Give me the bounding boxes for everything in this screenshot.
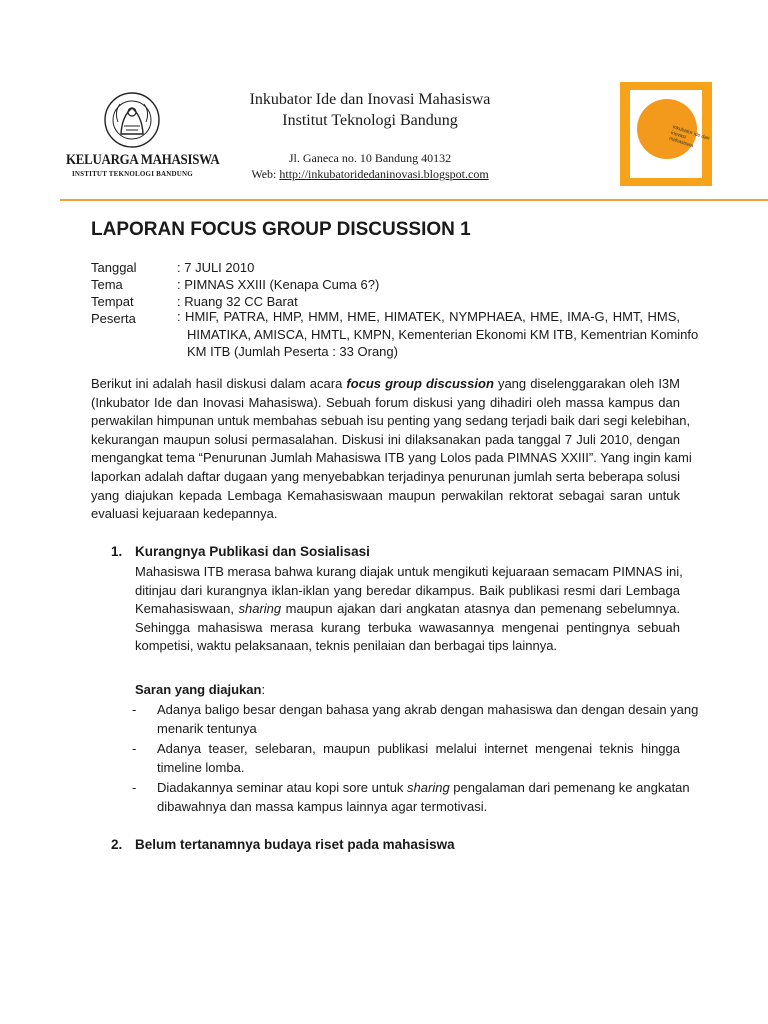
header-divider: [60, 199, 768, 201]
bullet-emphasis: sharing: [407, 780, 450, 795]
section-2-heading: [111, 837, 455, 852]
bullet-line: dibawahnya dan massa kampus lainnya agar termotivasi.: [157, 799, 488, 814]
bullet-text-part: Diadakannya seminar atau kopi sore untuk: [157, 780, 408, 795]
section-1-line: Mahasiswa ITB merasa bahwa kurang diajak untuk mengikuti kejuaraan semacam PIMNAS ini,: [135, 564, 683, 579]
meta-peserta-label: Peserta: [91, 311, 136, 326]
meta-tempat-label: Tempat: [91, 294, 134, 309]
section-1-line: kompetisi, waktu pelaksanaan, teknis penilaian dan berbagai tips lainnya.: [135, 638, 558, 654]
section-1-emphasis: sharing: [238, 601, 282, 617]
section-1-title: Kurangnya Publikasi dan Sosialisasi: [135, 544, 370, 559]
intro-paragraph: [91, 375, 692, 524]
bullet-text: [157, 739, 680, 777]
section-1-text: Kemahasiswaan,: [135, 601, 239, 617]
meta-tanggal-value: : 7 JULI 2010: [177, 260, 255, 275]
address: Jl. Ganeca no. 10 Bandung 40132: [288, 151, 452, 165]
meta-tempat-value: : Ruang 32 CC Barat: [177, 294, 298, 309]
section-1-heading: [111, 544, 370, 559]
intro-line: yang diajukan kepada Lembaga Kemahasiswaan maupun perwakilan rektorat sebagai saran untuk: [91, 487, 680, 503]
intro-emphasis: focus group discussion: [346, 376, 494, 391]
meta-tanggal-label: Tanggal: [91, 260, 137, 275]
document-title: LAPORAN FOCUS GROUP DISCUSSION 1: [91, 219, 471, 240]
section-1-line: ditinjau dari kurangnya iklan-iklan yang beredar dikampus. Baik publikasi resmi dari Lembaga: [135, 582, 680, 598]
section-1-text: maupun ajakan dari angkatan atasnya dan pemenang sebelumnya.: [281, 601, 680, 617]
saran-label-text: Saran yang diajukan: [135, 682, 262, 697]
intro-text: yang diselenggarakan oleh I3M: [493, 376, 680, 391]
bullet-dash: -: [132, 780, 137, 795]
web-label: Web:: [251, 167, 280, 181]
intro-line: evaluasi kejuaraan kedepannya.: [91, 506, 278, 522]
i3m-logo-inner: [630, 90, 711, 178]
section-1-line: [135, 600, 680, 619]
section-1-line: Sehingga mahasiswa merasa kurang terbuka wawasannya mengenai pentingnya sebuah: [135, 619, 680, 635]
saran-bullet-3: [132, 778, 690, 816]
intro-line: [91, 375, 680, 394]
section-2-number: 2.: [111, 837, 123, 852]
i3m-logo: [620, 82, 712, 186]
section-1-number: 1.: [111, 544, 123, 559]
bullet-line: [157, 778, 690, 797]
org-name: Inkubator Ide dan Inovasi Mahasiswa: [249, 91, 491, 108]
bullet-text: [157, 778, 690, 816]
bullet-line: timeline lomba.: [157, 760, 245, 775]
bullet-line: Adanya baligo besar dengan bahasa yang akrab dengan mahasiswa dan dengan desain yang: [157, 702, 699, 717]
peserta-list: [177, 308, 699, 361]
bullet-text: [157, 700, 699, 738]
intro-text: Berikut ini adalah hasil diskusi dalam acara: [91, 376, 347, 391]
institution-name: Institut Teknologi Bandung: [282, 112, 458, 129]
section-1-paragraph: [135, 563, 683, 656]
bullet-dash: -: [132, 741, 137, 756]
intro-line: mengangkat tema “Penurunan Jumlah Mahasiswa ITB yang Lolos pada PIMNAS XXIII”. Yang ingin kami: [91, 450, 692, 466]
web-link[interactable]: http://inkubatoridedaninovasi.blogspot.com: [279, 167, 489, 181]
peserta-line: : HMIF, PATRA, HMP, HMM, HME, HIMATEK, NYMPHAEA, HME, IMA-G, HMT, HMS,: [177, 309, 680, 324]
intro-line: kekurangan maupun solusi permasalahan. Diskusi ini dilaksanakan pada tanggal 7 Juli 2010, dengan: [91, 431, 680, 447]
intro-line: (Inkubator Ide dan Inovasi Mahasiswa). Sebuah forum diskusi yang dihadiri oleh massa kampus dan: [91, 394, 680, 410]
saran-bullet-2: [132, 739, 680, 777]
meta-tema-value: : PIMNAS XXIII (Kenapa Cuma 6?): [177, 277, 380, 292]
bullet-dash: -: [132, 702, 137, 717]
intro-line: laporkan adalah daftar dugaan yang menyebabkan terjadinya penurunan jumlah serta beberapa solusi: [91, 468, 681, 484]
bullet-line: menarik tentunya: [157, 721, 257, 736]
bullet-line: Adanya teaser, selebaran, maupun publikasi melalui internet mengenai teknis hingga: [157, 741, 680, 756]
section-2-title: Belum tertanamnya budaya riset pada mahasiswa: [135, 837, 455, 852]
peserta-line: HIMATIKA, AMISCA, HMTL, KMPN, Kementerian Ekonomi KM ITB, Kementrian Kominfo: [187, 326, 699, 342]
saran-bullet-1: [132, 700, 699, 738]
saran-colon: :: [261, 682, 266, 697]
km-logo-name: KELUARGA MAHASISWA: [66, 152, 220, 168]
km-logo-sub: INSTITUT TEKNOLOGI BANDUNG: [72, 170, 193, 178]
keluarga-mahasiswa-logo: [66, 82, 220, 182]
saran-label: [135, 682, 265, 697]
meta-tema-label: Tema: [91, 277, 123, 292]
i3m-logo-caption: inkubator ide dan inovasi mahasiswa: [668, 124, 711, 150]
km-emblem-icon: [66, 82, 198, 152]
bullet-text-part: pengalaman dari pemenang ke angkatan: [449, 780, 690, 795]
intro-line: perwakilan himpunan untuk membahas sebuah isu penting yang sedang terjadi baik dari segi kelebihan,: [91, 413, 691, 429]
peserta-line: KM ITB (Jumlah Peserta : 33 Orang): [187, 344, 398, 359]
web-line: [220, 167, 520, 182]
